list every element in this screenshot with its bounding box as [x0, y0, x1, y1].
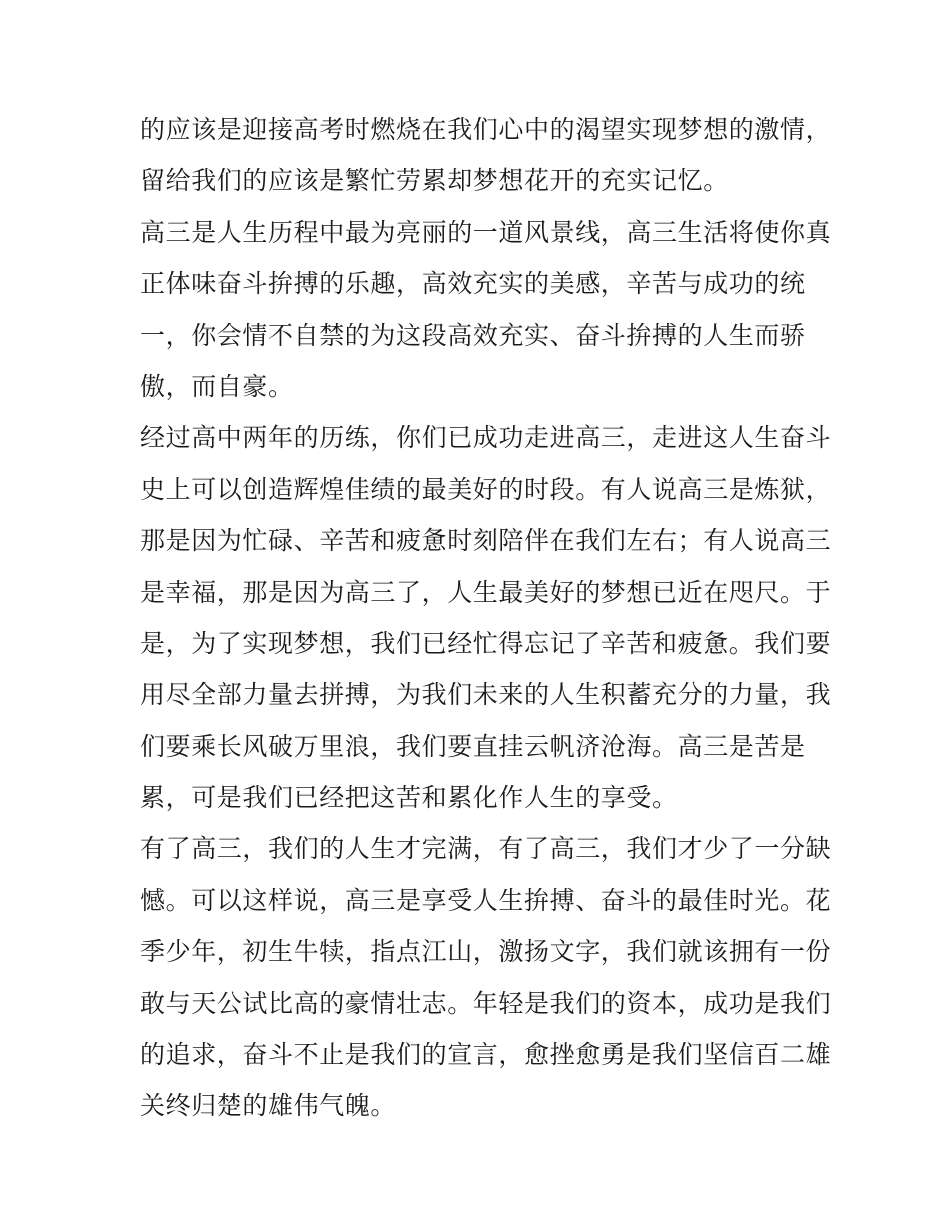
text-line: 憾。可以这样说，高三是享受人生拚搏、奋斗的最佳时光。花: [140, 885, 832, 915]
document-body: [140, 104, 832, 1132]
text-line: 们要乘长风破万里浪，我们要直挂云帆济沧海。高三是苦是: [140, 731, 806, 761]
text-line: 有了高三，我们的人生才完满，有了高三，我们才少了一分缺: [140, 834, 832, 864]
text-line: 傲，而自豪。: [140, 371, 294, 401]
text-line: 敢与天公试比高的豪情壮志。年轻是我们的资本，成功是我们: [140, 988, 832, 1018]
text-line: 关终归楚的雄伟气魄。: [140, 1091, 397, 1121]
text-line: 正体味奋斗拚搏的乐趣，高效充实的美感，辛苦与成功的统: [140, 269, 806, 299]
text-line: 史上可以创造辉煌佳绩的最美好的时段。有人说高三是炼狱，: [140, 474, 832, 504]
text-line: 累，可是我们已经把这苦和累化作人生的享受。: [140, 783, 678, 813]
text-line: 一，你会情不自禁的为这段高效充实、奋斗拚搏的人生而骄: [140, 320, 806, 350]
text-line: 季少年，初生牛犊，指点江山，激扬文字，我们就该拥有一份: [140, 937, 832, 967]
text-line: 用尽全部力量去拼搏，为我们未来的人生积蓄充分的力量，我: [140, 680, 832, 710]
text-line: 那是因为忙碌、辛苦和疲惫时刻陪伴在我们左右；有人说高三: [140, 526, 832, 556]
text-line: 高三是人生历程中最为亮丽的一道风景线，高三生活将使你真: [140, 217, 832, 247]
text-line: 的追求，奋斗不止是我们的宣言，愈挫愈勇是我们坚信百二雄: [140, 1040, 832, 1070]
text-line: 的应该是迎接高考时燃烧在我们心中的渴望实现梦想的激情，: [140, 115, 832, 144]
text-line: 留给我们的应该是繁忙劳累却梦想花开的充实记忆。: [140, 166, 729, 196]
text-line: 是幸福，那是因为高三了，人生最美好的梦想已近在咫尺。于: [140, 577, 832, 607]
text-line: 是，为了实现梦想，我们已经忙得忘记了辛苦和疲惫。我们要: [140, 628, 832, 658]
text-line: 经过高中两年的历练，你们已成功走进高三，走进这人生奋斗: [140, 423, 832, 453]
